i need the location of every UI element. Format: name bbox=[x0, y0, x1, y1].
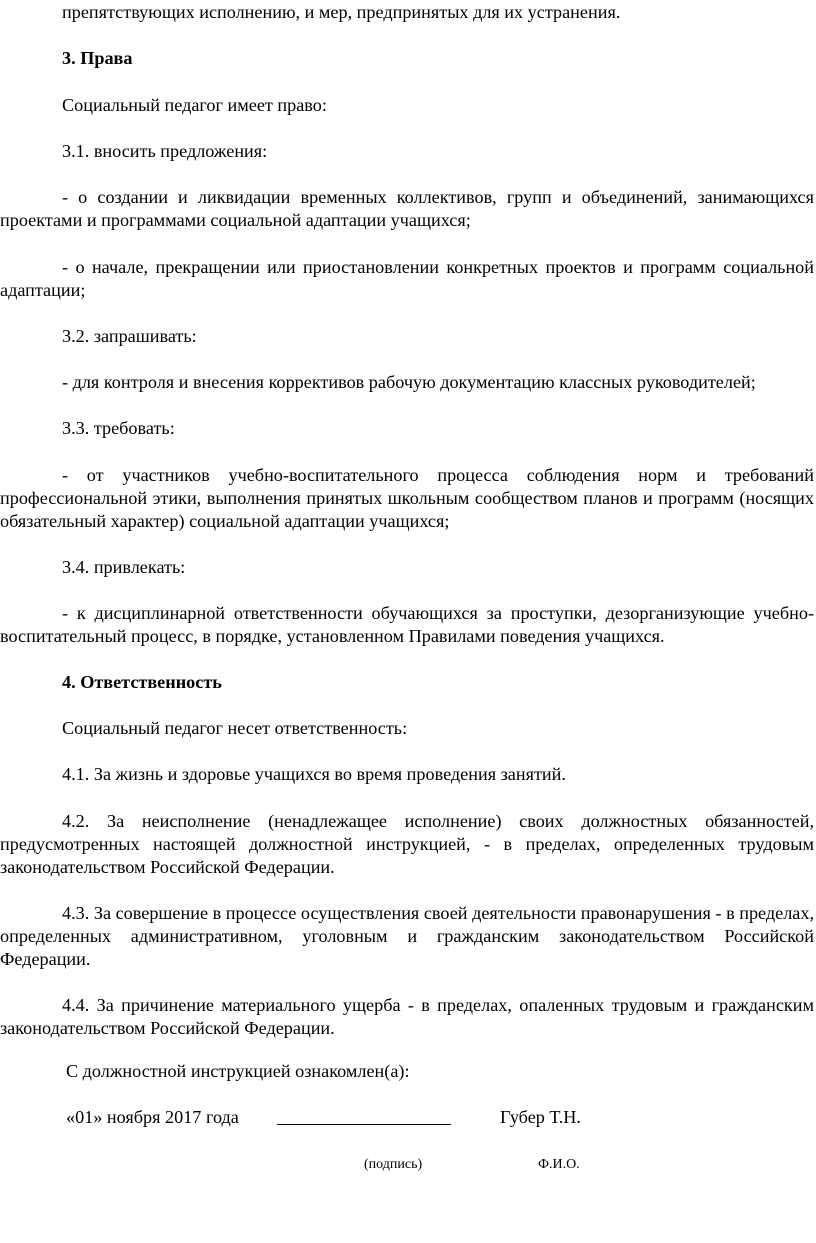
clause-3-3-item-a: - от участников учебно-воспитательного процесса соблюдения норм и требований профессиональной этики, выполнения принятых школьным сообществом планов и программ (носящих обязательный характер) социальной адаптации учащихся; bbox=[0, 465, 814, 531]
signature-caption: (подпись) bbox=[364, 1157, 423, 1172]
clause-3-3-title: 3.3. требовать: bbox=[62, 418, 175, 438]
clause-3-2-title: 3.2. запрашивать: bbox=[62, 326, 197, 346]
clause-3-4-item-a: - к дисциплинарной ответственности обучающихся за проступки, дезорганизующие учебно-воспитательный процесс, в порядке, установленном Правилами поведения учащихся. bbox=[0, 603, 814, 646]
signature-row bbox=[0, 1106, 814, 1130]
clause-3-1-item-b: - о начале, прекращении или приостановлении конкретных проектов и программ социальной адаптации; bbox=[0, 257, 814, 300]
clause-3-1-title: 3.1. вносить предложения: bbox=[62, 141, 268, 161]
clause-4-1: 4.1. За жизнь и здоровье учащихся во время проведения занятий. bbox=[62, 764, 566, 784]
section-3-lead: Социальный педагог имеет право: bbox=[62, 95, 327, 115]
clause-3-4-title: 3.4. привлекать: bbox=[62, 557, 186, 577]
signature-date: «01» ноября 2017 года bbox=[66, 1107, 239, 1127]
clause-4-2: 4.2. За неисполнение (ненадлежащее исполнение) своих должностных обязанностей, предусмотренных настоящей должностной инструкцией, - в пределах, определенных трудовым законодательством Российской Федерации. bbox=[0, 811, 814, 877]
signature-fullname: Губер Т.Н. bbox=[500, 1107, 581, 1127]
clause-3-1-item-a: - о создании и ликвидации временных коллективов, групп и объединений, занимающихся проектами и программами социальной адаптации учащихся; bbox=[0, 187, 814, 230]
section-4-lead: Социальный педагог несет ответственность: bbox=[62, 718, 408, 738]
clause-4-4: 4.4. За причинение материального ущерба - в пределах, опаленных трудовым и гражданским законодательством Российской Федерации. bbox=[0, 995, 814, 1038]
acknowledgement-line: С должностной инструкцией ознакомлен(а): bbox=[66, 1061, 410, 1081]
fullname-caption: Ф.И.О. bbox=[538, 1157, 580, 1172]
paragraph-intro-tail: препятствующих исполнению, и мер, предпринятых для их устранения. bbox=[62, 2, 621, 22]
section-3-heading: 3. Права bbox=[62, 48, 133, 68]
clause-3-2-item-a: - для контроля и внесения коррективов рабочую документацию классных руководителей; bbox=[62, 372, 756, 392]
section-4-heading: 4. Ответственность bbox=[62, 672, 222, 692]
clause-4-3: 4.3. За совершение в процессе осуществления своей деятельности правонарушения - в пределах, определенных административном, уголовным и гражданским законодательством Российской Федерации. bbox=[0, 903, 814, 969]
